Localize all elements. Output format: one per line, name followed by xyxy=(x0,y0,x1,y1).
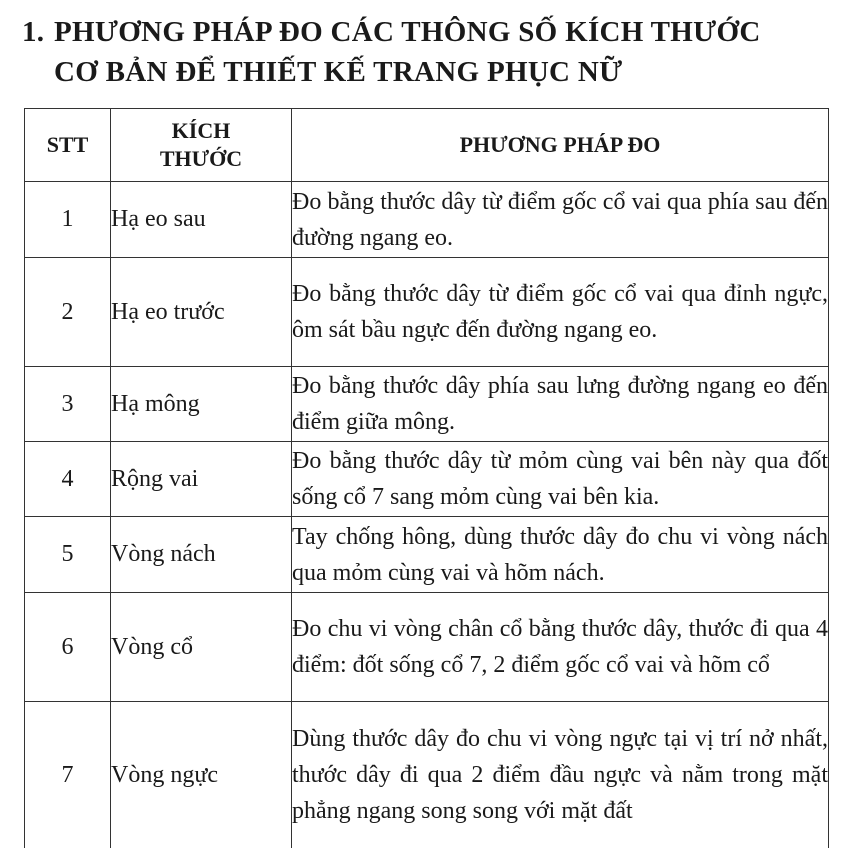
row-size: Hạ eo sau xyxy=(111,182,292,258)
header-size-line-2: THƯỚC xyxy=(159,146,243,171)
header-size-line-1: KÍCH xyxy=(171,118,231,143)
row-size: Vòng cổ xyxy=(111,593,292,702)
table-row xyxy=(25,258,829,367)
measurement-table xyxy=(24,108,829,848)
row-stt: 1 xyxy=(25,182,111,258)
table-row xyxy=(25,702,829,849)
table-header-row xyxy=(25,109,829,182)
row-stt: 4 xyxy=(25,442,111,517)
row-method: Tay chống hông, dùng thước dây đo chu vi vòng nách qua mỏm cùng vai và hõm nách. xyxy=(292,517,829,593)
table-row xyxy=(25,517,829,593)
section-title-line-2: CƠ BẢN ĐỂ THIẾT KẾ TRANG PHỤC NỮ xyxy=(54,56,623,88)
row-size: Vòng ngực xyxy=(111,702,292,849)
table-row xyxy=(25,367,829,442)
table-row xyxy=(25,182,829,258)
row-size: Rộng vai xyxy=(111,442,292,517)
section-title-line-1: PHƯƠNG PHÁP ĐO CÁC THÔNG SỐ KÍCH THƯỚC xyxy=(54,16,761,48)
table-row xyxy=(25,593,829,702)
section-heading xyxy=(22,12,842,92)
header-size xyxy=(111,109,292,182)
row-stt: 3 xyxy=(25,367,111,442)
row-stt: 7 xyxy=(25,702,111,849)
section-number: 1. xyxy=(22,16,45,48)
row-method: Đo chu vi vòng chân cổ bằng thước dây, thước đi qua 4 điểm: đốt sống cổ 7, 2 điểm gốc cổ vai và hõm cổ xyxy=(292,593,829,702)
row-stt: 6 xyxy=(25,593,111,702)
row-stt: 5 xyxy=(25,517,111,593)
header-method: PHƯƠNG PHÁP ĐO xyxy=(292,109,829,182)
row-size: Hạ mông xyxy=(111,367,292,442)
row-method: Đo bằng thước dây từ điểm gốc cổ vai qua đỉnh ngực, ôm sát bầu ngực đến đường ngang eo. xyxy=(292,258,829,367)
row-size: Hạ eo trước xyxy=(111,258,292,367)
row-method: Đo bằng thước dây từ mỏm cùng vai bên này qua đốt sống cổ 7 sang mỏm cùng vai bên kia. xyxy=(292,442,829,517)
row-method: Đo bằng thước dây từ điểm gốc cổ vai qua phía sau đến đường ngang eo. xyxy=(292,182,829,258)
table-row xyxy=(25,442,829,517)
row-method: Đo bằng thước dây phía sau lưng đường ngang eo đến điểm giữa mông. xyxy=(292,367,829,442)
row-stt: 2 xyxy=(25,258,111,367)
row-method: Dùng thước dây đo chu vi vòng ngực tại vị trí nở nhất, thước dây đi qua 2 điểm đầu ngực và nằm trong mặt phẳng ngang song song với mặt đất xyxy=(292,702,829,849)
row-size: Vòng nách xyxy=(111,517,292,593)
header-stt: STT xyxy=(25,109,111,182)
